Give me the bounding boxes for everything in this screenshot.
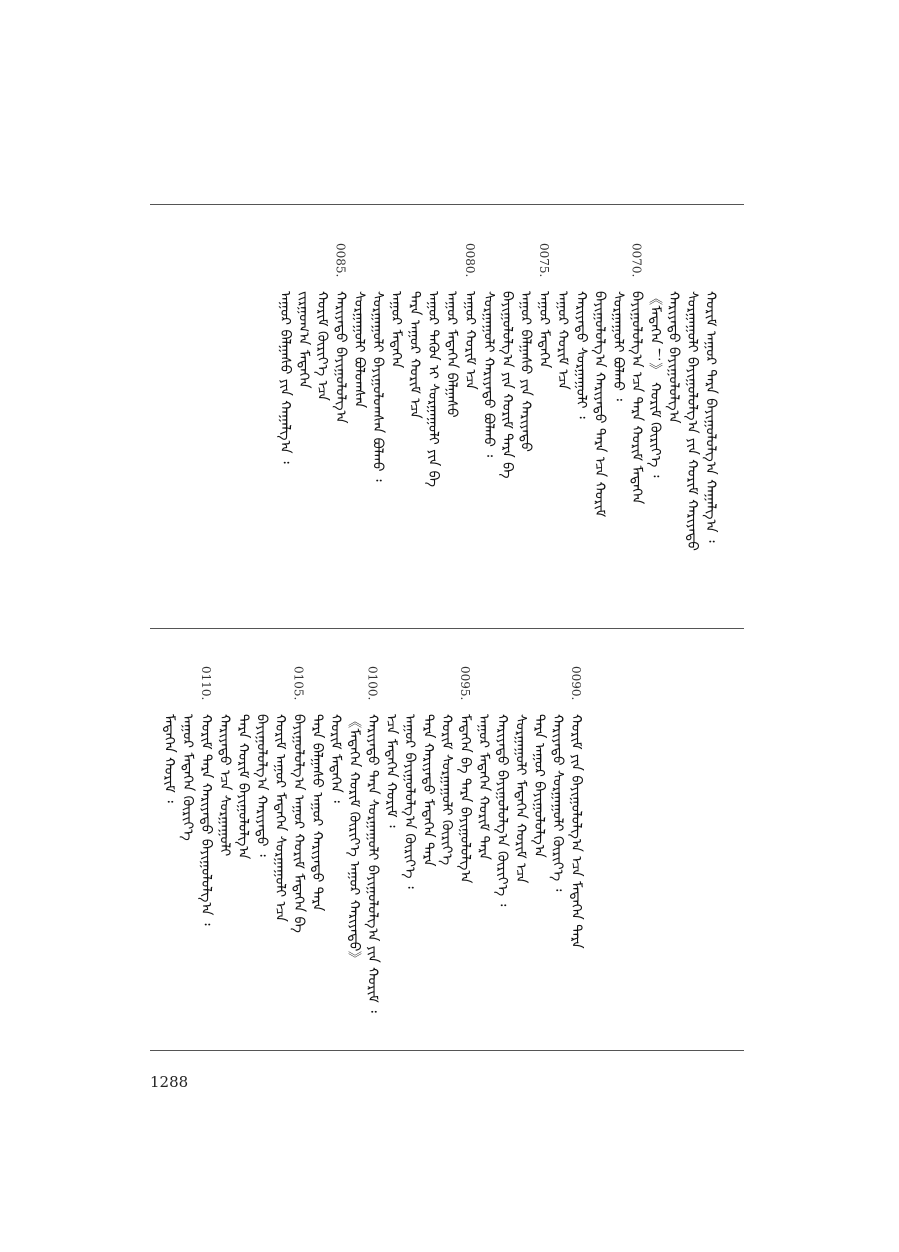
text-column: ᠬᠠᠷᠢᠶᠠᠲᠤ ᠪᠠᠶᠢᠭᠤᠯᠤᠯᠭ᠎ᠠ [332, 291, 349, 424]
text-column: ᠬᠠᠷᠢᠶᠠᠲᠤ ᠰᠤᠷᠭᠠᠭᠤᠯᠢ ᠄ [573, 291, 589, 419]
text-column: ᠪᠠᠶᠢᠭᠤᠯᠤᠯᠭ᠎ᠠ ᠬᠠᠷᠢᠶᠠᠲᠤ ᠲᠡᠷᠡ ᠡᠴᠡ ᠬᠤᠷᠢᠮ [591, 291, 608, 518]
line-number: 0070. [629, 243, 644, 278]
text-column: ᠲᠡᠷᠡ ᠪᠠᠯᠭᠠᠰᠤ ᠠᠭᠤᠷ ᠬᠠᠷᠢᠶᠠᠲᠤ ᠲᠡᠷᠡ [309, 714, 325, 912]
line-number: 0100. [365, 666, 380, 701]
text-column: ᠠᠭᠤᠷ ᠪᠠᠶᠢᠭᠤᠯᠤᠯᠭ᠎ᠠ ᠬᠦᠷᠢᠶ᠎ᠡ ᠄ [401, 714, 418, 889]
middle-rule [150, 628, 744, 629]
line-number: 0105. [291, 666, 306, 701]
line-number: 0095. [458, 666, 472, 701]
text-column: ᠠᠭᠤᠷ ᠲᠡᠭᠦᠨ ᠢ ᠰᠤᠷᠭᠠᠭᠤᠯᠢ ᠶᠢᠨ ᠪᠠ [425, 291, 441, 488]
text-column: ᠠᠭᠤᠷ ᠮᠡᠳᠡᠭᠡᠨ ᠪᠠᠯᠭᠠᠰᠤ [443, 291, 460, 418]
text-column: ᠬᠤᠷᠢᠮ ᠠᠭᠤᠷ ᠮᠡᠳᠡᠭᠡᠨ ᠰᠤᠷᠭᠠᠭᠤᠯᠢ ᠡᠴᠡ [272, 714, 288, 922]
top-text-block [150, 243, 744, 623]
text-column: ᠲᠡᠷᠡ ᠬᠤᠷᠢᠮ ᠪᠠᠶᠢᠭᠤᠯᠤᠯᠭ᠎ᠠ [235, 714, 251, 860]
text-column: ᠪᠠᠶᠢᠭᠤᠯᠤᠯᠭ᠎ᠠ ᠬᠠᠷᠢᠶᠠᠲᠤ ᠄ [253, 714, 270, 857]
text-column: ᠰᠤᠷᠭᠠᠭᠤᠯᠢ ᠬᠠᠷᠢᠶᠠᠲᠤ ᠪᠣᠯᠬᠤ ᠄ [480, 291, 497, 457]
text-column: ᠠᠭᠤᠷ ᠮᠡᠳᠡᠭᠡᠨ ᠬᠦᠷᠢᠶ᠎ᠡ [179, 714, 196, 841]
text-column: ᠪᠠᠶᠢᠭᠤᠯᠤᠯᠭ᠎ᠠ ᠶᠢᠨ ᠬᠤᠷᠢᠮ ᠲᠡᠷᠡ ᠪᠠ [499, 291, 515, 479]
text-column: ᠬᠤᠷᠢᠮ ᠶᠢᠨ ᠪᠠᠶᠢᠭᠤᠯᠤᠯᠭ᠎ᠠ ᠡᠴᠡ ᠮᠡᠳᠡᠭᠡᠨ ᠲᠡᠷᠡ [568, 714, 584, 949]
text-column: 《ᠮᠡᠳᠡᠭᠡᠨ ᠬᠤᠷᠢᠮ ᠬᠦᠷᠢᠶ᠎ᠡ ᠠᠭᠤᠷ ᠬᠠᠷᠢᠶᠠᠲᠤ》 [346, 714, 362, 966]
text-column: ᠠᠭᠤᠷ ᠪᠠᠯᠭᠠᠰᠤ ᠶᠢᠨ ᠬᠠᠭᠠᠯᠭ᠎ᠠ ᠄ [277, 291, 293, 464]
line-number: 0075. [537, 243, 551, 278]
text-column: ᠬᠠᠷᠢᠶᠠᠲᠤ ᠰᠤᠷᠭᠠᠭᠤᠯᠢ ᠬᠦᠷᠢᠶ᠎ᠡ ᠄ [549, 714, 566, 892]
text-column: ᠡᠴᠡ ᠮᠡᠳᠡᠭᠡᠨ ᠬᠤᠷᠢᠮ ᠄ [383, 714, 399, 828]
text-column: ᠲᠡᠷᠡ ᠬᠠᠷᠢᠶᠠᠲᠤ ᠮᠡᠳᠡᠭᠡᠨ ᠲᠡᠷᠡ [420, 714, 436, 867]
top-rule [150, 204, 744, 205]
text-column: ᠬᠤᠷᠢᠮ ᠬᠦᠷᠢᠶ᠎ᠡ ᠡᠴᠡ [314, 291, 330, 401]
text-column: ᠰᠤᠷᠭᠠᠭᠤᠯᠢ ᠪᠣᠯᠬᠤ ᠄ [610, 291, 626, 401]
text-column: ᠬᠤᠷᠢᠮ ᠰᠤᠷᠭᠠᠭᠤᠯᠢ ᠬᠦᠷᠢᠶ᠎ᠡ [438, 714, 455, 866]
bottom-rule [150, 1050, 744, 1051]
text-column: ᠠᠭᠤᠷ ᠬᠤᠷᠢᠮ ᠡᠴᠡ [554, 291, 571, 390]
text-column: ᠲᠡᠷᠡ ᠠᠭᠤᠷ ᠪᠠᠶᠢᠭᠤᠯᠤᠯᠭ᠎ᠠ [531, 714, 547, 858]
text-column: ᠬᠤᠷᠢᠮ ᠮᠡᠳᠡᠭᠡᠨ ᠄ [327, 714, 344, 803]
line-number: 0085. [333, 243, 348, 278]
text-column: ᠵᠢᠷᠭᠤᠭ᠎ᠠ ᠮᠡᠳᠡᠭᠡᠨ [295, 291, 312, 389]
text-column: ᠬᠠᠷᠢᠶᠠᠲᠤ ᠪᠠᠶᠢᠭᠤᠯᠤᠯᠭ᠎ᠠ [665, 291, 682, 424]
text-column: ᠰᠤᠷᠭᠠᠭᠤᠯᠢ ᠪᠠᠶᠢᠭᠤᠯᠤᠯᠭ᠎ᠠ ᠶᠢᠨ ᠬᠤᠷᠢᠮ ᠬᠠᠷᠢᠶᠠᠲᠤ [684, 291, 700, 551]
text-column: ᠰᠤᠷᠭᠠᠭᠤᠯᠢ ᠪᠤᠯᠤᠭᠰᠠᠨ [351, 291, 367, 409]
text-column: ᠠᠭᠤᠷ ᠬᠤᠷᠢᠮ ᠡᠴᠡ [462, 291, 478, 390]
text-column: ᠬᠤᠷᠢᠮ ᠠᠭᠤᠷ ᠲᠡᠷᠡ ᠪᠠᠶᠢᠭᠤᠯᠤᠯᠭ᠎ᠠ ᠬᠠᠭᠠᠯᠭ᠎ᠠ ᠄ [702, 291, 719, 543]
text-column: ᠬᠠᠷᠢᠶᠠᠲᠤ ᠪᠠᠶᠢᠭᠤᠯᠤᠯᠭ᠎ᠠ ᠬᠦᠷᠢᠶ᠎ᠡ ᠄ [494, 714, 510, 907]
text-column: ᠠᠭᠤᠷ ᠮᠡᠳᠡᠭᠡᠨ [388, 291, 404, 369]
text-column: ᠬᠠᠷᠢᠶᠠᠲᠤ ᠡᠴᠡ ᠰᠤᠷᠭᠠᠭᠤᠯᠢ [216, 714, 233, 857]
text-column: ᠪᠠᠶᠢᠭᠤᠯᠤᠯᠭ᠎ᠠ ᠡᠴᠡ ᠲᠡᠷᠡ ᠬᠤᠷᠢᠮ ᠮᠡᠳᠡᠭᠡᠨ [628, 291, 645, 505]
text-column: 《ᠮᠡᠳᠡᠭᠡᠨ ！》 ᠬᠤᠷᠢᠮ ᠬᠦᠷᠢᠶ᠎ᠡ ᠄ [647, 291, 663, 478]
line-number: 0110. [199, 666, 213, 701]
text-column: ᠮᠡᠳᠡᠭᠡᠨ ᠪᠠ ᠲᠡᠷᠡ ᠪᠠᠶᠢᠭᠤᠯᠤᠯᠭ᠎ᠠ [457, 714, 473, 884]
text-column: ᠪᠠᠶᠢᠭᠤᠯᠤᠯᠭ᠎ᠠ ᠠᠭᠤᠷ ᠬᠤᠷᠢᠮ ᠮᠡᠳᠡᠭᠡᠨ ᠪᠠ [290, 714, 307, 933]
text-column: ᠬᠠᠷᠢᠶᠠᠲᠤ ᠲᠡᠷᠡ ᠰᠤᠷᠭᠠᠭᠤᠯᠢ ᠪᠠᠶᠢᠭᠤᠯᠤᠯᠭ᠎ᠠ ᠶᠢᠨ ᠬᠤᠷᠢᠮ ᠄ [364, 714, 381, 1013]
text-column: ᠮᠡᠳᠡᠭᠡᠨ ᠬᠤᠷᠢᠮ ᠄ [161, 714, 177, 803]
line-number: 0090. [569, 666, 583, 701]
text-column: ᠠᠭᠤᠷ ᠮᠡᠳᠡᠭᠡᠨ [536, 291, 552, 369]
text-column: ᠠᠭᠤᠷ ᠪᠠᠯᠭᠠᠰᠤ ᠶᠢᠨ ᠬᠠᠷᠢᠶᠠᠲᠤ [517, 291, 534, 452]
line-number: 0080. [463, 243, 477, 278]
text-column: ᠰᠤᠷᠭᠠᠭᠤᠯᠢ ᠮᠡᠳᠡᠭᠡᠨ ᠬᠤᠷᠢᠮ ᠡᠴᠡ [512, 714, 529, 884]
page-number: 1288 [150, 1073, 189, 1091]
text-column: ᠰᠤᠷᠭᠠᠭᠤᠯᠢ ᠪᠠᠶᠢᠭᠤᠯᠤᠭᠰᠠᠨ ᠪᠣᠯᠬᠤ ᠄ [369, 291, 386, 482]
text-column: ᠬᠤᠷᠢᠮ ᠲᠡᠷᠡ ᠬᠠᠷᠢᠶᠠᠲᠤ ᠪᠠᠶᠢᠭᠤᠯᠤᠯᠭ᠎ᠠ ᠄ [198, 714, 214, 926]
text-column: ᠠᠭᠤᠷ ᠮᠡᠳᠡᠭᠡᠨ ᠬᠤᠷᠢᠮ ᠲᠡᠷᠡ [475, 714, 492, 860]
bottom-text-block [150, 666, 744, 1046]
text-column: ᠲᠡᠷᠡ ᠠᠭᠤᠷ ᠬᠤᠷᠢᠮ ᠡᠴᠡ [406, 291, 423, 419]
